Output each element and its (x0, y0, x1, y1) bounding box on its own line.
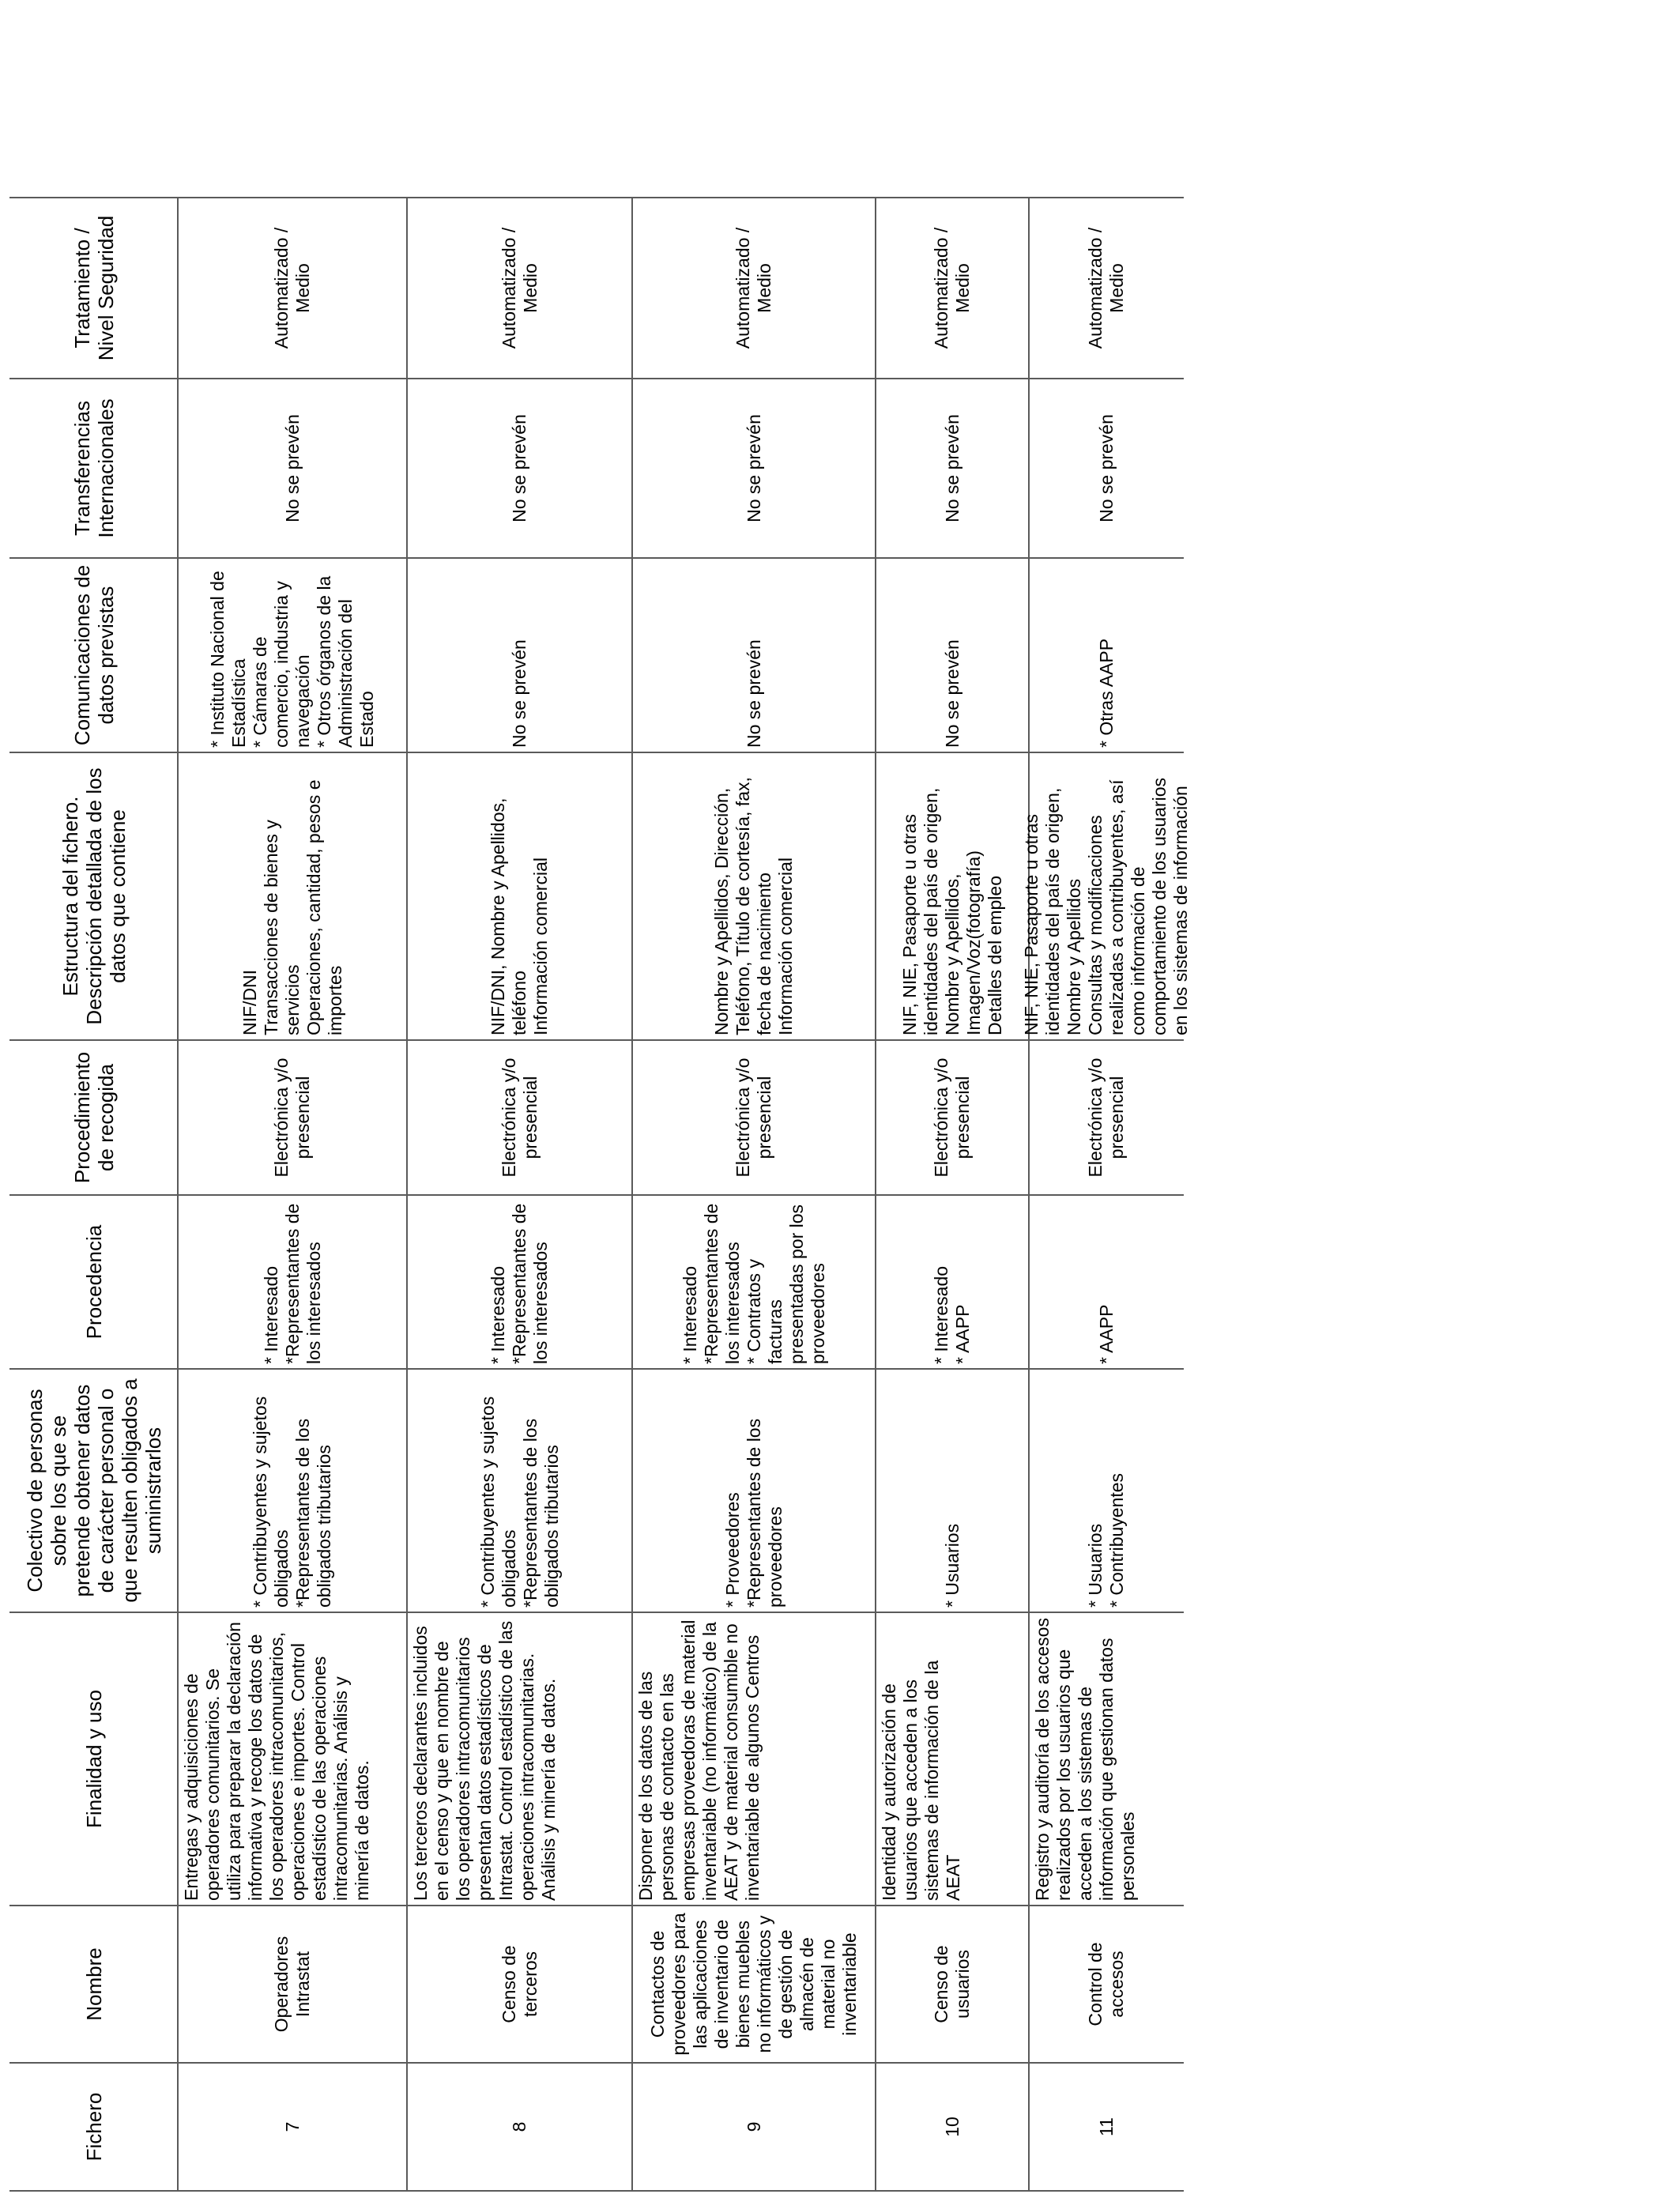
cell-text-procedimiento: Electrónica y/o presencial (271, 1057, 313, 1178)
cell-nombre (876, 1906, 1029, 2063)
cell-text-tratamiento: Automatizado / Medio (733, 227, 774, 349)
cell-text-procedimiento: Electrónica y/o presencial (498, 1057, 541, 1178)
cell-procedencia (632, 1195, 876, 1369)
cell-estructura (632, 752, 876, 1040)
cell-text-fichero: 8 (509, 2121, 529, 2132)
cell-text-transferencias: No se prevén (941, 414, 962, 522)
cell-text-procedencia: * Interesado *Representantes de los interesados (260, 1203, 324, 1364)
cell-procedimiento (178, 1040, 407, 1195)
header-estructura: Estructura del fichero. Descripción detallada de los datos que contiene (58, 767, 130, 1025)
header-procedencia: Procedencia (81, 1224, 106, 1340)
cell-text-estructura: Nombre y Apellidos, Dirección, Teléfono, Título de cortesía, fax, fecha de nacimiento Información comercial (711, 777, 796, 1035)
cell-text-estructura: NIF, NIE, Pasaporte u otras identidades del país de origen, Nombre y Apellidos Consultas y modificaciones realizadas a contribuyentes, así como información de comportamiento de los usuarios en los sistemas de información (1021, 778, 1191, 1035)
cell-text-tratamiento: Automatizado / Medio (1085, 227, 1127, 349)
cell-text-transferencias: No se prevén (281, 414, 303, 522)
cell-text-comunicaciones: * Otras AAPP (1095, 638, 1117, 748)
cell-estructura (178, 752, 407, 1040)
cell-tratamiento (178, 198, 407, 379)
cell-colectivo (876, 1369, 1029, 1612)
cell-procedimiento (407, 1040, 632, 1195)
cell-text-comunicaciones: No se prevén (941, 639, 962, 748)
cell-text-comunicaciones: No se prevén (509, 639, 529, 748)
cell-fichero (632, 2063, 876, 2191)
cell-estructura (407, 752, 632, 1040)
cell-colectivo (407, 1369, 632, 1612)
cell-finalidad (407, 1612, 632, 1906)
cell-transferencias (178, 379, 407, 558)
header-procedimiento: Procedimiento de recogida (70, 1051, 118, 1184)
cell-tratamiento (632, 198, 876, 379)
cell-text-tratamiento: Automatizado / Medio (271, 227, 313, 349)
cell-text-procedimiento: Electrónica y/o presencial (1085, 1057, 1127, 1178)
cell-finalidad (1029, 1612, 1184, 1906)
cell-nombre (632, 1906, 876, 2063)
cell-fichero (407, 2063, 632, 2191)
cell-tratamiento (1029, 198, 1184, 379)
header-tratamiento: Tratamiento / Nivel Seguridad (70, 215, 118, 361)
header-comunicaciones: Comunicaciones de datos previstas (70, 564, 118, 746)
cell-text-transferencias: No se prevén (1095, 414, 1117, 522)
cell-comunicaciones (178, 558, 407, 752)
cell-text-finalidad: Disponer de los datos de las personas de contacto en las empresas proveedoras de material inventariable (no informático) de la AEAT y de material consumible no inventariable de algunos Centros (635, 1619, 763, 1901)
header-transferencias: Transferencias Internacionales (70, 398, 118, 538)
cell-text-fichero: 11 (1095, 2117, 1117, 2136)
header-finalidad: Finalidad y uso (81, 1690, 106, 1828)
cell-text-fichero: 9 (743, 2121, 764, 2132)
cell-text-procedimiento: Electrónica y/o presencial (733, 1057, 774, 1178)
cell-comunicaciones (1029, 558, 1184, 752)
cell-text-tratamiento: Automatizado / Medio (931, 227, 973, 349)
cell-text-estructura: NIF/DNI, Nombre y Apellidos, teléfono Información comercial (488, 797, 551, 1035)
cell-procedimiento (1029, 1040, 1184, 1195)
cell-fichero (876, 2063, 1029, 2191)
cell-finalidad (876, 1612, 1029, 1906)
header-colectivo: Colectivo de personas sobre los que se pretende obtener datos de carácter personal o que resulten obligados a suministrarlos (22, 1378, 165, 1603)
cell-fichero (178, 2063, 407, 2191)
cell-text-tratamiento: Automatizado / Medio (498, 227, 541, 349)
cell-colectivo (632, 1369, 876, 1612)
cell-text-procedencia: * Interesado *Representantes de los interesados * Contratos y facturas presentadas por los proveedores (679, 1203, 828, 1364)
cell-text-finalidad: Los terceros declarantes incluidos en el censo y que en nombre de los operadores intracomunitarios presentan datos estadísticos de Intrastat. Control estadístico de las operaciones intracomunitarias. Análisis y minería de datos. (410, 1620, 559, 1901)
cell-procedimiento (632, 1040, 876, 1195)
cell-text-colectivo: * Usuarios (941, 1523, 962, 1608)
cell-transferencias (407, 379, 632, 558)
cell-colectivo (1029, 1369, 1184, 1612)
cell-procedencia (407, 1195, 632, 1369)
cell-text-colectivo: * Usuarios * Contribuyentes (1085, 1472, 1127, 1608)
cell-comunicaciones (632, 558, 876, 752)
cell-tratamiento (876, 198, 1029, 379)
cell-procedimiento (876, 1040, 1029, 1195)
cell-text-transferencias: No se prevén (743, 414, 764, 522)
cell-tratamiento (407, 198, 632, 379)
cell-finalidad (178, 1612, 407, 1906)
cell-fichero (1029, 2063, 1184, 2191)
cell-text-nombre: Censo de terceros (498, 1945, 541, 2023)
cell-text-fichero: 7 (281, 2121, 303, 2132)
cell-text-nombre: Contactos de proveedores para las aplicaciones de inventario de bienes muebles no informáticos y de gestión de almacén de material no inventariable (647, 1913, 860, 2056)
cell-comunicaciones (876, 558, 1029, 752)
cell-transferencias (876, 379, 1029, 558)
cell-transferencias (632, 379, 876, 558)
cell-text-transferencias: No se prevén (509, 414, 529, 522)
cell-text-nombre: Censo de usuarios (931, 1945, 973, 2023)
cell-text-fichero: 10 (941, 2117, 962, 2137)
cell-text-procedencia: * Interesado * AAPP (931, 1265, 973, 1364)
header-nombre: Nombre (81, 1947, 106, 2021)
cell-text-colectivo: * Contribuyentes y sujetos obligados *Representantes de los obligados tributarios (250, 1396, 334, 1608)
cell-finalidad (632, 1612, 876, 1906)
cell-procedencia (178, 1195, 407, 1369)
cell-text-nombre: Control de accesos (1085, 1942, 1127, 2026)
cell-text-estructura: NIF, NIE, Pasaporte u otras identidades del país de origen, Nombre y Apellidos, Imagen/Voz(fotografía) Detalles del empleo (898, 787, 1005, 1035)
cell-text-comunicaciones: No se prevén (743, 639, 764, 748)
cell-estructura (876, 752, 1029, 1040)
cell-text-colectivo: * Contribuyentes y sujetos obligados *Representantes de los obligados tributarios (477, 1396, 562, 1608)
cell-text-finalidad: Entregas y adquisiciones de operadores comunitarios. Se utiliza para preparar la declaración informativa y recoge los datos de los operadores intracomunitarios, operaciones e importes. Control estadístico de las operaciones intracomunitarias. Análisis y minería de datos. (181, 1622, 372, 1901)
cell-text-estructura: NIF/DNI Transacciones de bienes y servicios Operaciones, cantidad, pesos e importes (239, 779, 345, 1035)
cell-colectivo (178, 1369, 407, 1612)
cell-nombre (407, 1906, 632, 2063)
cell-text-colectivo: * Proveedores *Representantes de los proveedores (721, 1418, 785, 1608)
cell-procedencia (876, 1195, 1029, 1369)
cell-transferencias (1029, 379, 1184, 558)
cell-comunicaciones (407, 558, 632, 752)
cell-text-comunicaciones: * Instituto Nacional de Estadística * Cámaras de comercio, industria y navegación * Otros órganos de la Administración del Estado (207, 571, 377, 748)
cell-text-finalidad: Registro y auditoría de los accesos realizados por los usuarios que acceden a los sistemas de información que gestionan datos personales (1032, 1618, 1138, 1901)
cell-procedencia (1029, 1195, 1184, 1369)
cell-text-procedencia: * Interesado *Representantes de los interesados (488, 1203, 551, 1364)
header-fichero: Fichero (81, 2092, 106, 2162)
cell-text-procedimiento: Electrónica y/o presencial (931, 1057, 973, 1178)
cell-text-nombre: Operadores Intrastat (271, 1936, 313, 2033)
cell-estructura (1021, 752, 1191, 1040)
cell-nombre (1029, 1906, 1184, 2063)
cell-text-finalidad: Identidad y autorización de usuarios que acceden a los sistemas de información de la AEAT (879, 1660, 963, 1901)
cell-text-procedencia: * AAPP (1095, 1304, 1117, 1364)
cell-nombre (178, 1906, 407, 2063)
